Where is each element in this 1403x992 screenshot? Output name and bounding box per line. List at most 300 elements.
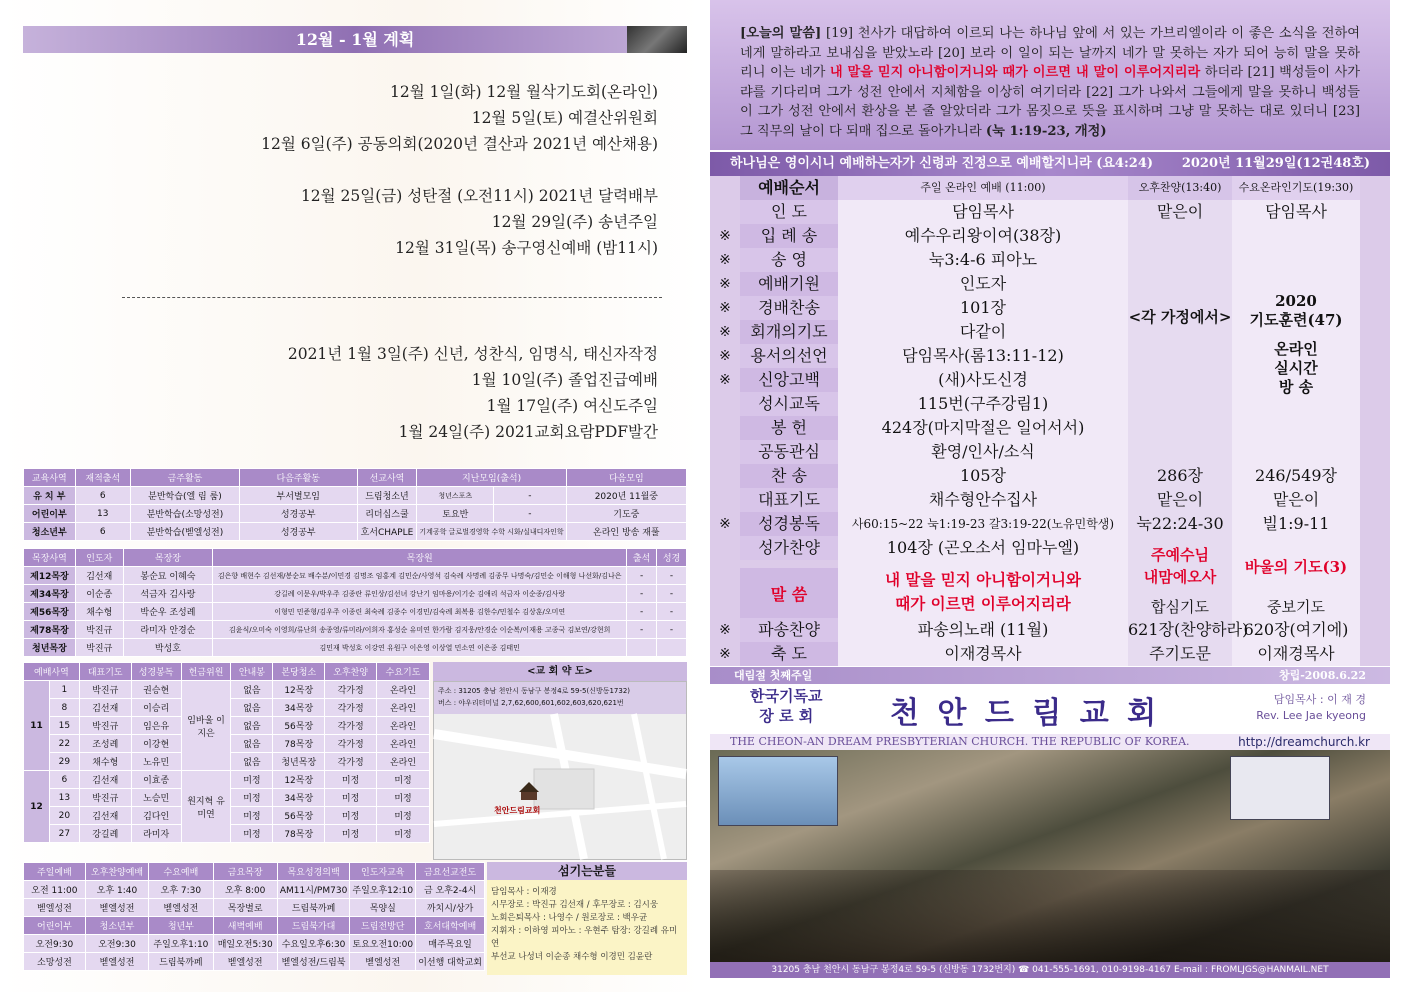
cell: 기계공학 글로벌경영학 수학 시화/실내디자인학 [417,523,566,541]
worship-wed: 빌1:9-11 [1262,514,1330,533]
cell: 6 [75,487,130,505]
offering-cell: 원지혁 유미연 [181,771,231,843]
cell: 김선재 [79,699,131,717]
cell: 6 [75,523,130,541]
cell: 각가정 [325,735,377,753]
schedule-item: 1월 17일(주) 여신도주일 [486,397,658,415]
worship-afternoon: 눅22:24-30 [1136,514,1224,533]
cell: 주일오후1:10 [149,935,213,953]
cell-group-table [23,548,687,657]
times-header: 드림북가대 [277,917,349,935]
map-address: 주소 : 31205 충남 천안시 동남구 봉정4로 59-5(신방동1732) [438,687,631,695]
home-label: <각 가정에서> [1128,308,1232,326]
serve-header: 예배사역 [24,663,80,681]
wed-label: 기도훈련(47) [1249,311,1343,329]
congregation [710,870,1390,962]
plan-title: 12월 - 1월 계획 [295,30,415,49]
cell: 제56목장 [24,603,76,621]
worship-row [710,618,1390,642]
worship-item: 성시교독 [740,392,838,416]
cell: 미정 [377,807,430,825]
schedule-item: 1월 24일(주) 2021교회요람PDF발간 [398,423,658,441]
schedule-item: 12월 1일(화) 12월 월삭기도회(온라인) [390,83,658,101]
issue-date: 2020년 11월29일(12권48호) [1181,156,1370,171]
worship-wed: 620장(여기에) [1243,620,1349,639]
cell: 34목장 [273,789,325,807]
cell: 제78목장 [24,621,76,639]
cell: - [657,621,687,639]
worship-head: 수요온라인기도(19:30) [1232,176,1360,200]
cell: 22 [49,735,79,753]
church-en: THE CHEON-AN DREAM PRESBYTERIAN CHURCH. THE REPUBLIC OF KOREA. [730,735,1190,748]
cell: 박성호 [123,639,213,657]
church-map [433,681,687,860]
worship-row [710,440,1390,464]
table-row [24,505,687,523]
worship-item: 인 도 [740,200,838,224]
worship-star [710,440,740,464]
cell: 청년스포츠 [417,487,494,505]
worship-afternoon: 맡은이 [1156,490,1204,509]
cell: 2020년 11월중 [566,487,686,505]
edu-header: 교육사역 [24,469,76,487]
worship-row [710,642,1390,666]
worship-main: 인도자 [959,274,1007,293]
worship-afternoon: 맡은이 [1156,202,1204,221]
verse-highlight: 내 말을 믿지 아니함이거니와 때가 이르면 내 말이 이루어지리라 [829,65,1201,80]
edu-header: 다음주활동 [239,469,357,487]
cell: 벧엘성전 [85,899,148,917]
worship-row [710,248,1390,272]
cell: 없음 [231,735,273,753]
times-header: 어린이부 [24,917,86,935]
times-header: 호서대학예배 [416,917,485,935]
cell: 까치시/상가 [416,899,485,917]
cell: 박진규 [79,717,131,735]
pastor-kr: 담임목사 : 이 재 경 [1273,693,1366,706]
cell: 벧엘성전 [85,953,148,971]
cell: 봉순묘 이혜숙 [123,567,213,585]
cell: 노승민 [131,789,181,807]
cell: 오전9:30 [24,935,86,953]
cell: 미정 [231,789,273,807]
worship-head: 예배순서 [740,176,838,200]
cell: 분반학습(엘 림 룸) [130,487,239,505]
cell-header: 출석 [627,549,657,567]
service-duty-table [23,662,430,843]
cell: 강길례 이문우/박우주 김종란 류인상/김선녀 강난기 임마용/이기순 김애리 석금자 이순종/김사랑 [213,585,627,603]
afternoon-sermon-line: 내맘에오사 [1143,568,1217,586]
sermon-title [838,568,1128,616]
season-band [710,667,1390,684]
afternoon-sermon-line: 주예수님 [1151,546,1209,564]
cell: 이승리 [131,699,181,717]
cell: 김선재 [75,567,123,585]
worship-main: 다같이 [959,322,1007,341]
title-photo [627,26,687,53]
cell: 1 [49,681,79,699]
table-row [24,621,687,639]
cell: 박진규 [75,639,123,657]
cell: 8 [49,699,79,717]
cell: 리더십스쿨 [357,505,417,523]
cell: 성경공부 [239,505,357,523]
cell: 드림북까페 [277,899,349,917]
worship-star: ※ [719,276,731,292]
cell: 오후 1:40 [85,881,148,899]
table-row [24,487,687,505]
serve-header: 안내봉 [231,663,273,681]
afternoon-prayer: 합심기도 [1151,598,1209,616]
worship-main: 눅3:4-6 피아노 [928,250,1038,269]
cell: 34목장 [273,699,325,717]
worship-afternoon: 286장 [1157,466,1203,485]
edu-header: 재적출석 [75,469,130,487]
schedule-item: 12월 5일(토) 예결산위원회 [471,109,658,127]
founded: 창립-2008.6.22 [1278,669,1366,682]
serve-header: 대표기도 [79,663,131,681]
plan-title-bar [23,26,687,53]
worship-main: 담임목사(롬13:11-12) [902,346,1064,365]
cell: - [657,567,687,585]
cell: 호서CHAPLE [357,523,417,541]
offering-cell: 임바울 이지은 [181,681,231,771]
cell: 없음 [231,717,273,735]
cell: 이순종 [75,585,123,603]
cell: 청년목장 [24,639,76,657]
education-table [23,468,687,541]
cell-header: 성경 [657,549,687,567]
cell: 제34목장 [24,585,76,603]
cell: 토요반 [417,505,494,523]
cell: 각가정 [325,681,377,699]
worship-photo [710,750,1390,962]
cell: 12목장 [273,681,325,699]
cell: 분반학습(벧엘성전) [130,523,239,541]
worship-item: 파송찬양 [740,618,838,642]
cell: - [657,585,687,603]
serve-header: 헌금위원 [181,663,231,681]
denomination-line: 한국기독교 [750,687,823,705]
worship-head: 주일 온라인 예배 (11:00) [838,176,1128,200]
table-row [24,935,485,953]
schedule-item: 2021년 1월 3일(주) 신년, 성찬식, 임명식, 태신자작정 [287,345,658,363]
worship-star: ※ [719,252,731,268]
cell-header: 목장사역 [24,549,76,567]
cell: 이강현 [131,735,181,753]
cell: 부서별모임 [239,487,357,505]
cell: 소망성전 [24,953,86,971]
screen-right [1230,756,1330,820]
servants-title: 섬기는분들 [487,862,687,880]
cell: 각가정 [325,717,377,735]
worship-star: ※ [719,646,731,662]
worship-star [710,392,740,416]
serve-header: 오후찬양 [325,663,377,681]
cell: 27 [49,825,79,843]
worship-afternoon: 621장(찬양하라) [1128,620,1249,639]
cell: 온라인 [377,717,430,735]
cell: 각가정 [325,699,377,717]
cell: - [627,621,657,639]
worship-main: 담임목사 [952,202,1014,221]
cell: 각가정 [325,753,377,771]
map-bus: 버스 : 야우리터미널 2,7,62,600,601,602,603,620,621번 [438,699,624,707]
sermon-title-line: 내 말을 믿지 아니함이거니와 [885,570,1081,589]
worship-item: 공동관심 [740,440,838,464]
cell: 수요일오후6:30 [277,935,349,953]
worship-main: 104장 (곤오소서 임마누엘) [886,538,1080,557]
table-row [24,953,485,971]
cell: 김다인 [131,807,181,825]
map-church-label: 천안드림교회 [494,806,541,815]
worship-star: ※ [719,348,731,364]
footer-address: 31205 충남 천안시 동남구 봉정4로 59-5 (신방동 1732번지) ☎ 041-555-1691, 010-9198-4167 E-mail : FROMLJGS@HANMAIL.NET [710,962,1390,978]
cell: 20 [49,807,79,825]
times-header: 수요예배 [149,863,213,881]
worship-row [710,488,1390,512]
cell: 오전9:30 [85,935,148,953]
cell: 석금자 김사랑 [123,585,213,603]
map-title: <교 회 약 도> [433,662,687,681]
table-row [24,771,430,789]
church-url[interactable]: http://dreamchurch.kr [1238,735,1370,749]
wed-block [1232,292,1360,397]
cell: 벧엘성전 [350,953,416,971]
edu-header: 금주활동 [130,469,239,487]
times-header: 새벽예배 [213,917,277,935]
servant-line: 지휘자 : 이하영 피아노 : 우현주 탐장: 강길례 유미연 [491,926,678,949]
church-header [710,684,1390,734]
cell: 박진규 [75,621,123,639]
worship-item: 용서의선언 [740,344,838,368]
worship-star: ※ [719,324,731,340]
screen-left [718,756,838,826]
map-drawing [434,714,686,859]
wed-label: 실시간 [1274,359,1318,377]
times-header: 인도자교육 [350,863,416,881]
cell: 김은향 배현수 김선재/봉순묘 배수분/이민경 김명조 임홍계 김민순/사영석 김숙례 사명례 김종무 나명숙/김민순 이해형 나선화/김나은 [213,567,627,585]
worship-main: 424장(마지막절은 일어서서) [881,418,1085,437]
sermon-item: 말 씀 [740,568,838,622]
worship-star: ※ [719,516,731,532]
cell: 강길례 [79,825,131,843]
cell: 미정 [325,825,377,843]
worship-item: 성가찬양 [740,536,838,560]
cell: 벧엘성전 [24,899,86,917]
cell: 김선재 [79,807,131,825]
worship-order [710,176,1390,666]
church-en-band [710,734,1390,750]
schedule-item: 12월 6일(주) 공동의회(2020년 결산과 2021년 예산채용) [261,135,658,153]
worship-row [710,512,1390,536]
cell: 분반학습(소망성전) [130,505,239,523]
month-cell: 11 [24,681,50,771]
worship-star [710,536,740,560]
schedule-item: 12월 29일(주) 송년주일 [491,213,658,231]
cell-header: 목장원 [213,549,627,567]
wed-prayer: 중보기도 [1267,598,1325,616]
worship-wed: 이재경목사 [1257,644,1335,663]
cell: 조성례 [79,735,131,753]
cell-header: 목장장 [123,549,213,567]
cell-header: 인도자 [75,549,123,567]
worship-item: 경배찬송 [740,296,838,320]
cell: 미정 [377,825,430,843]
cell: 목장별로 [213,899,277,917]
table-row [24,881,485,899]
verse-reference: (눅 1:19-23, 개정) [985,123,1107,139]
worship-star [710,200,740,224]
cell: 채수형 [79,753,131,771]
cell: 13 [75,505,130,523]
cell: 오전 11:00 [24,881,86,899]
worship-row [710,200,1390,224]
denomination [750,686,822,726]
worship-star [710,416,740,440]
cell: 권승현 [131,681,181,699]
denomination-line: 장 로 회 [759,707,814,725]
church-name: 천 안 드 림 교 회 [890,696,1161,731]
cell: - [627,585,657,603]
cell: 드림청소년 [357,487,417,505]
servant-line: 노회은퇴목사 : 나영수 / 원로장로 : 백우균 [491,913,648,923]
worship-wed: 담임목사 [1265,202,1327,221]
spacer [1232,330,1360,340]
cell: 청소년부 [24,523,76,541]
times-header: 청년부 [149,917,213,935]
cell: AM11시/PM730 [277,881,349,899]
worship-wed: 맡은이 [1272,490,1320,509]
worship-item: 축 도 [740,642,838,666]
todays-word [710,0,1390,150]
verse-text: [19] 천사가 대답하여 이르되 나는 하나님 앞에 서 있는 가브리엘이라 이 좋은 소식을 전하여 네게 말하라고 보내심을 받았노라 [20] 보라 이 일이 되는 날까지 네가 말 못하는 자가 되어 능히 말을 못하리니 이는 네가 [740,26,1361,80]
times-header: 청소년부 [85,917,148,935]
wed-sermon: 바울의 기도(3) [1244,558,1348,576]
pastor-en: Rev. Lee Jae kyeong [1256,709,1366,722]
cell: 오후 7:30 [149,881,213,899]
subtitle: 하나님은 영이시니 예배하는자가 신령과 진정으로 예배할지니라 (요4:24) [730,156,1154,171]
cell: 온라인 [377,699,430,717]
worship-header [710,176,1390,200]
cell: 78목장 [273,735,325,753]
times-header: 목요성경의백 [277,863,349,881]
worship-star: ※ [719,300,731,316]
servant-line: 시무장로 : 박진규 김선재 / 후무장로 : 김시웅 [491,900,659,910]
cell: 김윤식/오미숙 이영희/류난희 송종영/류미라/이희자 홍성순 유미연 한가람 김지웅/안경순 이순복/이재용 고종국 김보연/강현희 [213,621,627,639]
worship-item: 대표기도 [740,488,838,512]
worship-star: ※ [719,622,731,638]
worship-item: 성경봉독 [740,512,838,536]
schedule-item: 12월 31일(목) 송구영신예배 (밤11시) [395,239,658,257]
cell: 임은유 [131,717,181,735]
worship-item: 회개의기도 [740,320,838,344]
servants-box [487,880,687,975]
times-header: 주일예배 [24,863,86,881]
worship-row [710,464,1390,488]
cell [657,639,687,657]
worship-main: (새)사도신경 [938,370,1028,389]
cell: 어린이부 [24,505,76,523]
cell: 미정 [325,789,377,807]
cell: 13 [49,789,79,807]
cell: 미정 [231,771,273,789]
worship-item: 찬 송 [740,464,838,488]
month-cell: 12 [24,771,50,843]
worship-item: 예배기원 [740,272,838,296]
schedule-item: 12월 25일(금) 성탄절 (오전11시) 2021년 달력배부 [300,187,658,205]
times-header: 금요목장 [213,863,277,881]
table-row [24,681,430,699]
worship-afternoon: 주기도문 [1149,644,1211,663]
cell: 벧엘성전 [213,953,277,971]
cell: 목양실 [350,899,416,917]
worship-star [710,464,740,488]
cell: 주일오후12:10 [350,881,416,899]
sermon-title-line: 때가 이르면 이루어지리라 [895,594,1071,613]
cell: 없음 [231,699,273,717]
worship-item: 입 례 송 [740,224,838,248]
cell: 채수형 [75,603,123,621]
worship-head: 오후찬양(13:40) [1128,176,1232,200]
cell: 없음 [231,681,273,699]
worship-item: 봉 헌 [740,416,838,440]
cell: 이선행 대학교회 [416,953,485,971]
cell: - [627,603,657,621]
worship-row [710,416,1390,440]
cell: 제12목장 [24,567,76,585]
cell: 미정 [231,825,273,843]
worship-wed: 246/549장 [1255,466,1337,485]
afternoon-sermon [1128,544,1232,588]
cell: 미정 [377,771,430,789]
times-header: 금요선교전도 [416,863,485,881]
edu-header: 선교사역 [357,469,417,487]
worship-main: 101장 [960,298,1006,317]
cell: 노유민 [131,753,181,771]
left-page [0,0,700,992]
edu-header: 다음모임 [566,469,686,487]
cell: - [657,603,687,621]
worship-item: 송 영 [740,248,838,272]
pastor-block [1256,692,1366,724]
cell: 드림북까페 [149,953,213,971]
cell: 벧엘성전/드림북 [277,953,349,971]
cell: 금 오후2-4시 [416,881,485,899]
cell: 라미자 안경순 [123,621,213,639]
right-page [706,0,1403,992]
cell [627,639,657,657]
cell: 박진규 [79,681,131,699]
cell: 온라인 [377,753,430,771]
worship-main: 예수우리왕이여(38장) [904,226,1062,245]
cell: - [494,505,567,523]
cell: 유 치 부 [24,487,76,505]
wed-label: 온라인 [1274,340,1318,358]
worship-star [710,488,740,512]
table-row [24,899,485,917]
servant-line: 담임목사 : 이재경 [491,887,557,897]
cell: 토요오전10:00 [350,935,416,953]
cell: 없음 [231,753,273,771]
table-row [24,523,687,541]
worship-star: ※ [719,372,731,388]
cell: 이효종 [131,771,181,789]
cell: 온라인 방송 재풀 [566,523,686,541]
times-header: 오후찬양예배 [85,863,148,881]
schedule-item: 1월 10일(주) 졸업진급예배 [471,371,658,389]
edu-header: 지난모임(출석) [417,469,566,487]
